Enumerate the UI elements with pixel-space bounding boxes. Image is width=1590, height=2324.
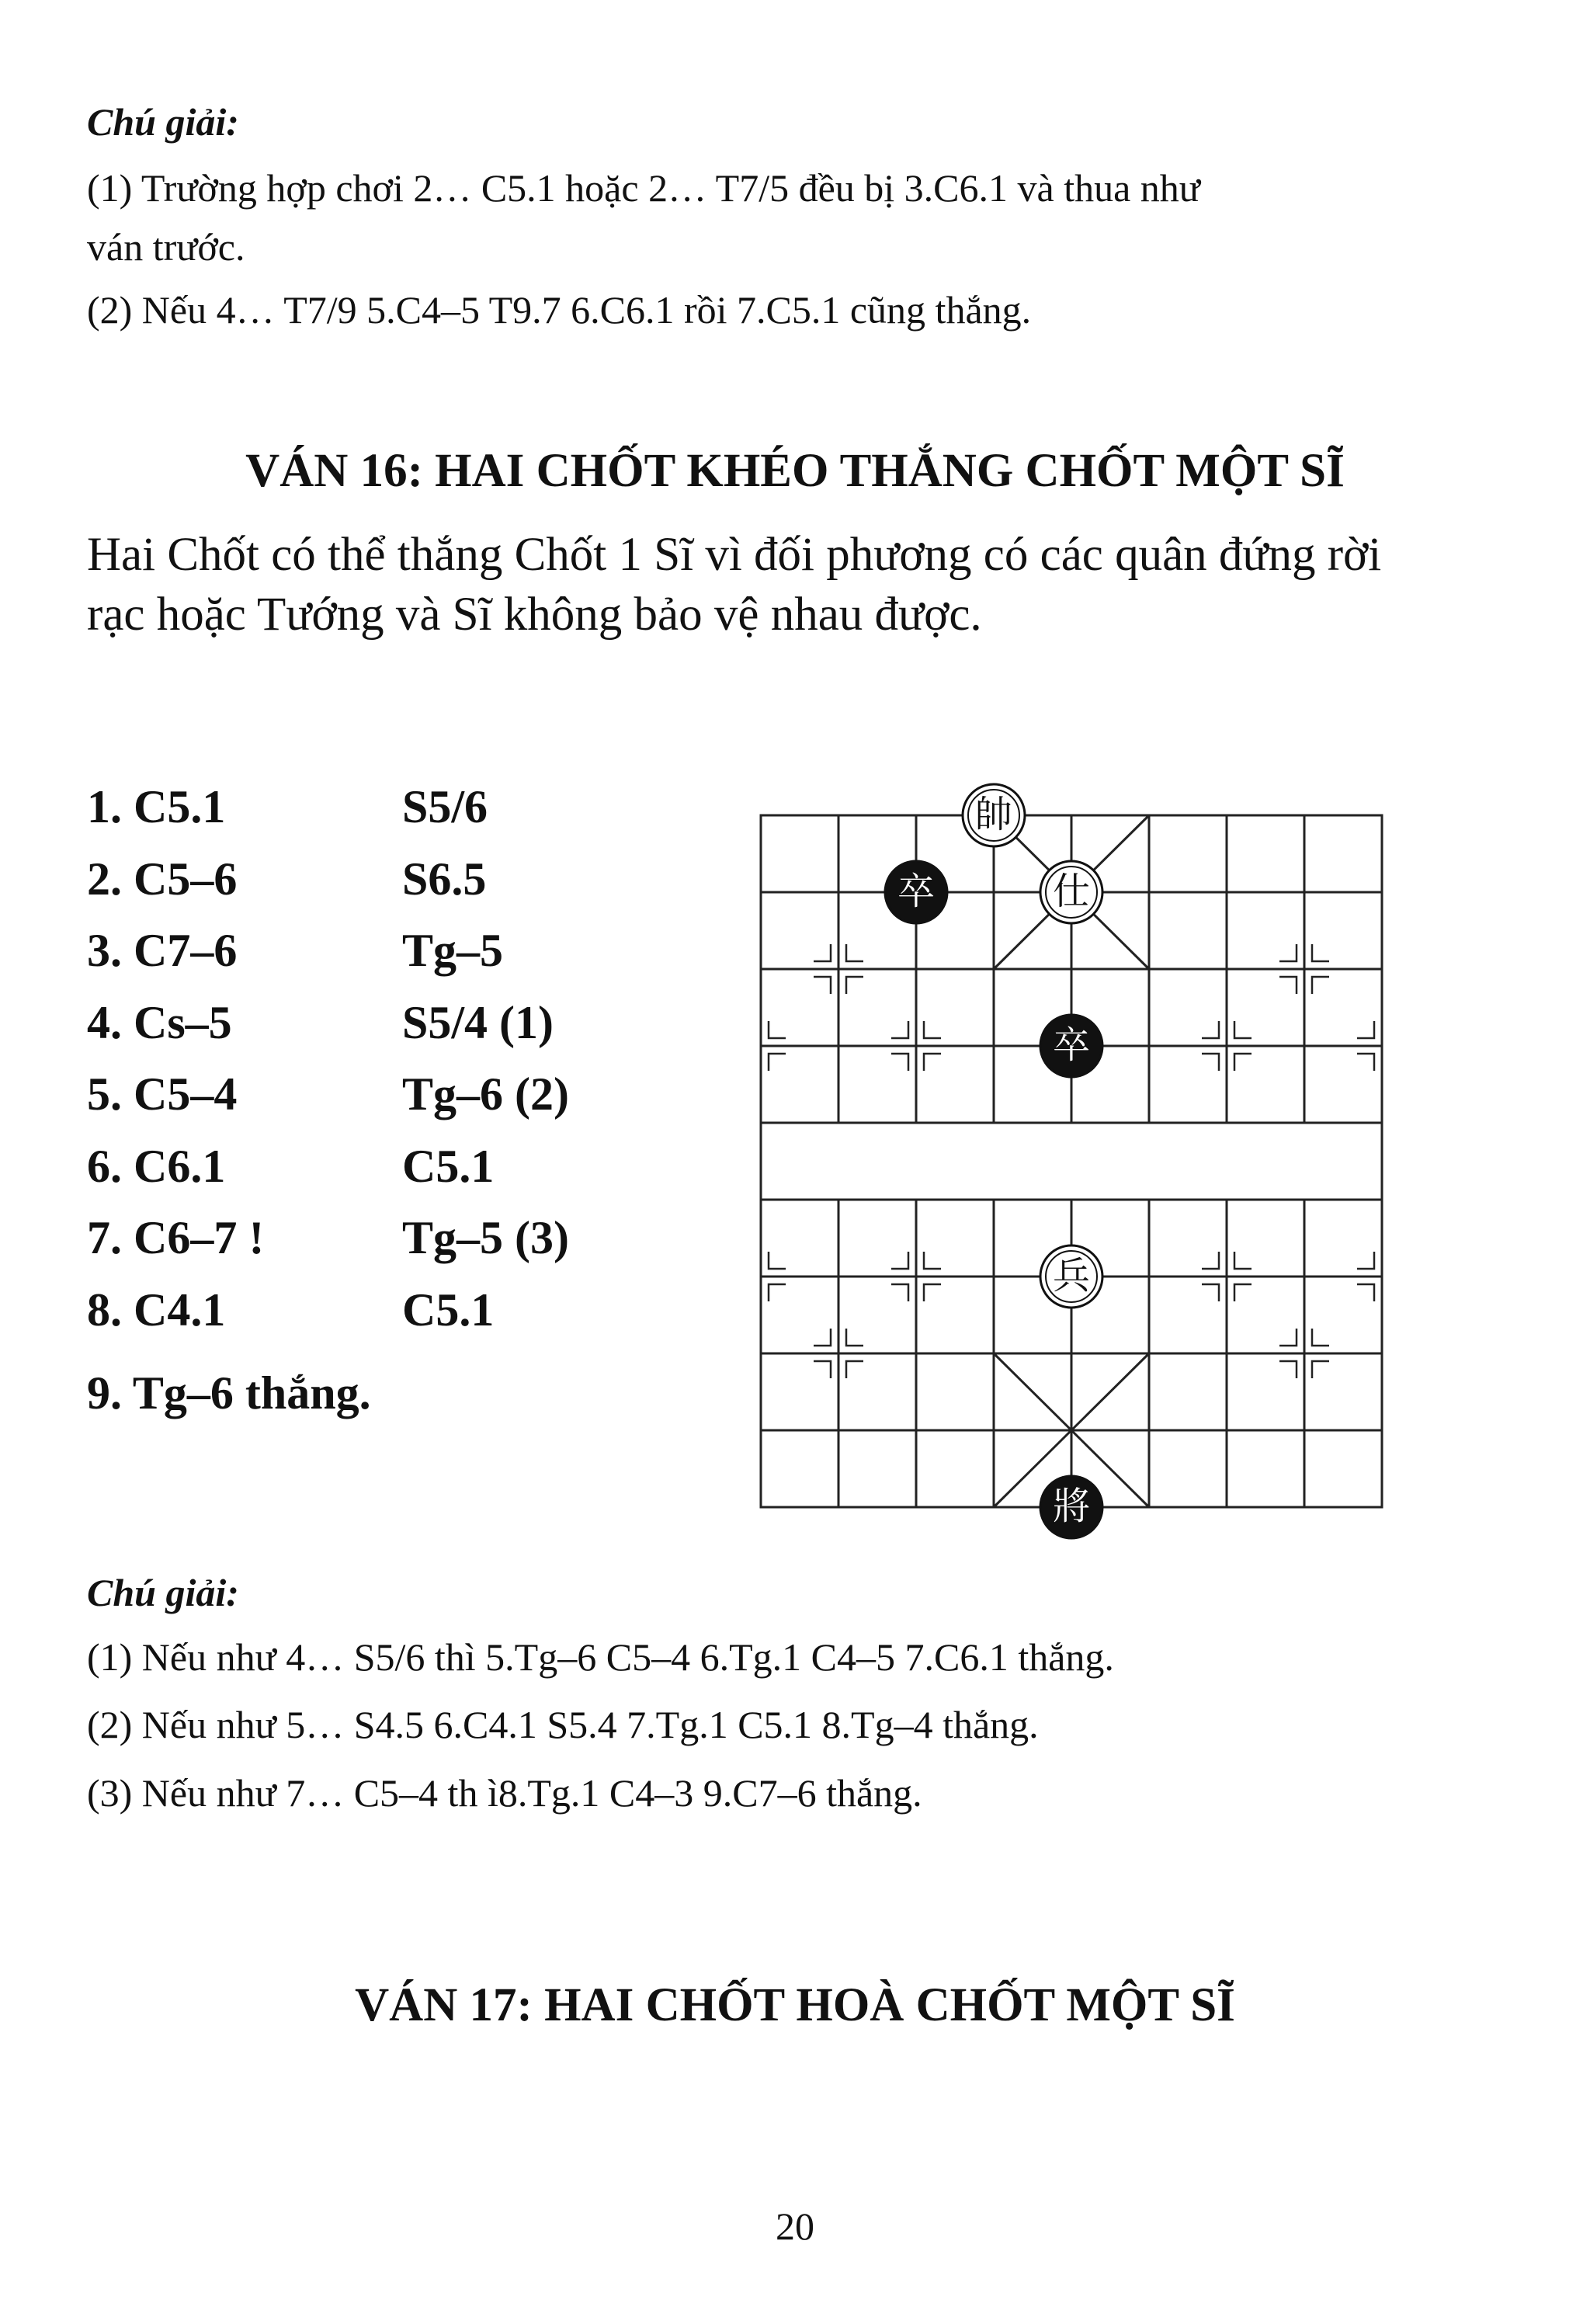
black-move: S5/6 bbox=[402, 781, 488, 832]
position-marker bbox=[846, 1361, 863, 1378]
intro-line: Hai Chốt có thể thắng Chốt 1 Sĩ vì đối phương có các quân đứng rời bbox=[87, 529, 1382, 581]
position-marker bbox=[846, 944, 863, 961]
position-marker bbox=[1202, 1021, 1219, 1038]
position-marker bbox=[891, 1021, 908, 1038]
black-move: Tg–5 bbox=[402, 925, 504, 976]
position-marker bbox=[769, 1284, 786, 1301]
red-piece bbox=[1040, 1245, 1102, 1308]
position-marker bbox=[1312, 944, 1329, 961]
position-marker bbox=[846, 977, 863, 994]
note-line: (1) Nếu như 4… S5/6 thì 5.Tg–6 C5–4 6.Tg.1 C4–5 7.C6.1 thắng. bbox=[87, 1635, 1114, 1679]
position-marker bbox=[1234, 1054, 1252, 1071]
position-marker bbox=[814, 1361, 831, 1378]
red-piece bbox=[1040, 861, 1102, 923]
black-piece bbox=[885, 861, 947, 923]
position-marker bbox=[891, 1054, 908, 1071]
red-piece bbox=[963, 784, 1025, 846]
position-marker bbox=[814, 977, 831, 994]
black-move: Tg–6 (2) bbox=[402, 1068, 569, 1120]
piece-glyph: 兵 bbox=[1052, 1254, 1091, 1297]
position-marker bbox=[814, 1329, 831, 1346]
position-marker bbox=[769, 1054, 786, 1071]
position-marker bbox=[924, 1284, 941, 1301]
position-marker bbox=[1357, 1054, 1374, 1071]
position-marker bbox=[1312, 977, 1329, 994]
red-move: 8. C4.1 bbox=[87, 1284, 226, 1336]
note-line: (2) Nếu 4… T7/9 5.C4–5 T9.7 6.C6.1 rồi 7.C5.1 cũng thắng. bbox=[87, 288, 1032, 332]
position-marker bbox=[1279, 1329, 1297, 1346]
position-marker bbox=[846, 1329, 863, 1346]
red-move: 1. C5.1 bbox=[87, 781, 226, 832]
red-move: 4. Cs–5 bbox=[87, 997, 232, 1048]
black-move: C5.1 bbox=[402, 1284, 495, 1336]
note-line: ván trước. bbox=[87, 225, 245, 269]
position-marker bbox=[1357, 1252, 1374, 1269]
black-move: C5.1 bbox=[402, 1141, 495, 1192]
position-marker bbox=[1202, 1054, 1219, 1071]
black-move: Tg–5 (3) bbox=[402, 1212, 569, 1263]
position-marker bbox=[1279, 1361, 1297, 1378]
black-piece bbox=[1040, 1015, 1102, 1077]
notes-heading: Chú giải: bbox=[87, 100, 239, 144]
black-move: S5/4 (1) bbox=[402, 997, 554, 1048]
intro-line: rạc hoặc Tướng và Sĩ không bảo vệ nhau được. bbox=[87, 589, 982, 641]
note-line: (1) Trường hợp chơi 2… C5.1 hoặc 2… T7/5 đều bị 3.C6.1 và thua như bbox=[87, 166, 1200, 210]
position-marker bbox=[1357, 1284, 1374, 1301]
piece-glyph: 將 bbox=[1052, 1485, 1091, 1528]
position-marker bbox=[1234, 1284, 1252, 1301]
position-marker bbox=[814, 944, 831, 961]
position-marker bbox=[1234, 1021, 1252, 1038]
position-marker bbox=[1202, 1252, 1219, 1269]
black-piece bbox=[1040, 1476, 1102, 1538]
position-marker bbox=[924, 1252, 941, 1269]
piece-glyph: 帥 bbox=[974, 793, 1013, 836]
piece-glyph: 卒 bbox=[1052, 1023, 1091, 1067]
note-line: (2) Nếu như 5… S4.5 6.C4.1 S5.4 7.Tg.1 C5.1 8.Tg–4 thắng. bbox=[87, 1703, 1039, 1746]
position-marker bbox=[924, 1054, 941, 1071]
game-title: VÁN 16: HAI CHỐT KHÉO THẮNG CHỐT MỘT SĨ bbox=[245, 445, 1345, 497]
black-move: S6.5 bbox=[402, 853, 487, 905]
red-move: 9. Tg–6 thắng. bbox=[87, 1367, 371, 1419]
position-marker bbox=[1312, 1329, 1329, 1346]
position-marker bbox=[1234, 1252, 1252, 1269]
position-marker bbox=[924, 1021, 941, 1038]
position-marker bbox=[1279, 944, 1297, 961]
red-move: 6. C6.1 bbox=[87, 1141, 226, 1192]
position-marker bbox=[1357, 1021, 1374, 1038]
piece-glyph: 卒 bbox=[897, 870, 936, 913]
position-marker bbox=[1279, 977, 1297, 994]
position-marker bbox=[891, 1284, 908, 1301]
page-number: 20 bbox=[776, 2204, 814, 2248]
position-marker bbox=[891, 1252, 908, 1269]
red-move: 3. C7–6 bbox=[87, 925, 238, 976]
red-move: 5. C5–4 bbox=[87, 1068, 238, 1120]
position-marker bbox=[1312, 1361, 1329, 1378]
red-move: 2. C5–6 bbox=[87, 853, 238, 905]
piece-glyph: 仕 bbox=[1052, 870, 1091, 913]
position-marker bbox=[769, 1252, 786, 1269]
red-move: 7. C6–7 ! bbox=[87, 1212, 265, 1263]
position-marker bbox=[1202, 1284, 1219, 1301]
note-line: (3) Nếu như 7… C5–4 th ì8.Tg.1 C4–3 9.C7–6 thắng. bbox=[87, 1771, 922, 1815]
notes-heading: Chú giải: bbox=[87, 1571, 239, 1614]
game-title: VÁN 17: HAI CHỐT HOÀ CHỐT MỘT SĨ bbox=[355, 1979, 1235, 2031]
position-marker bbox=[769, 1021, 786, 1038]
